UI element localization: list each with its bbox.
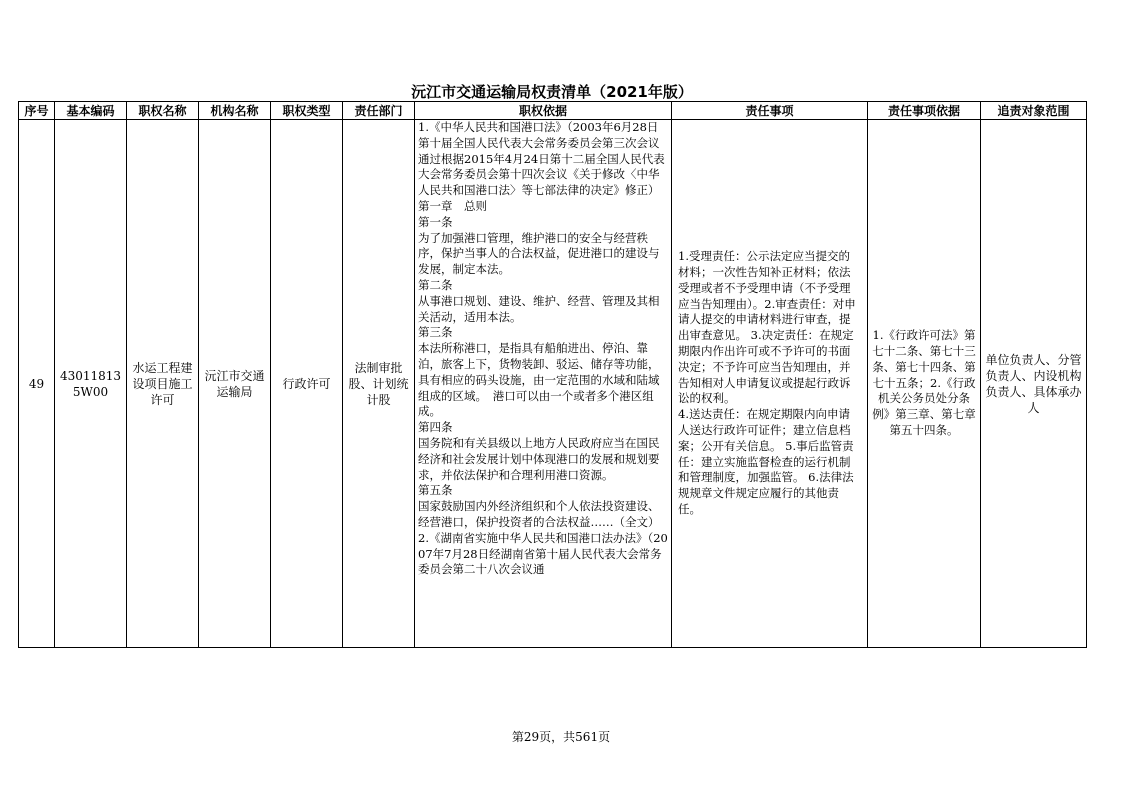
- duties-text: [672, 249, 867, 518]
- header-duty-basis: 责任事项依据: [868, 102, 981, 120]
- header-power-name: 职权名称: [127, 102, 199, 120]
- header-department: 责任部门: [343, 102, 415, 120]
- text-line: 4.送达责任：在规定期限内向申请人送达行政许可证件；建立信息档案；公开有关信息。 5.事后监管责任：建立实施监督检查的运行机制和管理制度，加强监管。 6.法律法规规章文件规定应履行的其他责任。: [678, 407, 854, 516]
- header-code: 基本编码: [55, 102, 127, 120]
- text-line: 第一条: [418, 214, 453, 229]
- header-basis: 职权依据: [415, 102, 672, 120]
- text-line: 第二条: [418, 277, 453, 292]
- header-org-name: 机构名称: [199, 102, 271, 120]
- cell-duties: [672, 120, 868, 648]
- cell-accountability: 单位负责人、分管负责人、内设机构负责人、具体承办人: [981, 120, 1087, 648]
- text-line: 1.受理责任：公示法定应当提交的材料；一次性告知补正材料；依法受理或者不予受理申请（不予受理应当告知理由）。2.审查责任：对申请人提交的申请材料进行审查，提出审查意见。 3.决定责任：在规定期限内作出许可或不予许可的书面决定；不予许可应当告知理由，并告知相对人申请复议或提起行政诉讼的权利。: [678, 249, 856, 406]
- text-line: 国家鼓励国内外经济组织和个人依法投资建设、经营港口，保护投资者的合法权益……（全文）: [418, 499, 660, 529]
- header-seq: 序号: [19, 102, 55, 120]
- text-line: 第三条: [418, 325, 453, 340]
- basis-text: [415, 120, 671, 647]
- text-line: 国务院和有关县级以上地方人民政府应当在国民经济和社会发展计划中体现港口的发展和规划要求，并依法保护和合理利用港口资源。: [418, 435, 660, 482]
- header-power-type: 职权类型: [271, 102, 343, 120]
- cell-duty-basis: [868, 120, 981, 648]
- cell-power-type: 行政许可: [271, 120, 343, 648]
- text-line: 从事港口规划、建设、维护、经营、管理及其相关活动，适用本法。: [418, 293, 660, 324]
- duty-basis-text: 1.《行政许可法》第七十二条、第七十三条、第七十四条、第七十五条；2.《行政机关公务员处分条例》第三章、第七章第五十四条。: [872, 328, 976, 437]
- header-row: [19, 102, 1087, 120]
- powers-table: [18, 101, 1087, 648]
- text-line: 2.《湖南省实施中华人民共和国港口法办法》（2007年7月28日经湖南省第十届人民代表大会常务委员会第二十八次会议通: [418, 530, 668, 577]
- header-accountability: 追责对象范围: [981, 102, 1087, 120]
- cell-department: 法制审批股、计划统计股: [343, 120, 415, 648]
- cell-basis: [415, 120, 672, 648]
- text-line: 第五条: [418, 483, 453, 498]
- header-duties: 责任事项: [672, 102, 868, 120]
- cell-org-name: 沅江市交通运输局: [199, 120, 271, 648]
- page-number: 第29页，共561页: [511, 730, 611, 744]
- table-row: [19, 120, 1087, 648]
- cell-seq: 49: [19, 120, 55, 648]
- text-line: 第四条: [418, 420, 453, 435]
- cell-code: 430118135W00: [55, 120, 127, 648]
- text-line: 本法所称港口，是指具有船舶进出、停泊、靠泊，旅客上下，货物装卸、驳运、储存等功能，具有相应的码头设施，由一定范围的水域和陆域组成的区域。 港口可以由一个或者多个港区组成。: [418, 341, 660, 419]
- text-line: 1.《中华人民共和国港口法》（2003年6月28日第十届全国人民代表大会常务委员会第三次会议通过根据2015年4月24日第十二届全国人民代表大会常务委员会第十四次会议《关于修改〈中华人民共和国港口法〉等七部法律的决定》修正）第一章 总则: [418, 120, 665, 213]
- document-title: 沅江市交通运输局权责清单（2021年版）: [411, 83, 693, 101]
- cell-power-name: 水运工程建设项目施工许可: [127, 120, 199, 648]
- text-line: 为了加强港口管理，维护港口的安全与经营秩序，保护当事人的合法权益，促进港口的建设与发展，制定本法。: [418, 230, 660, 277]
